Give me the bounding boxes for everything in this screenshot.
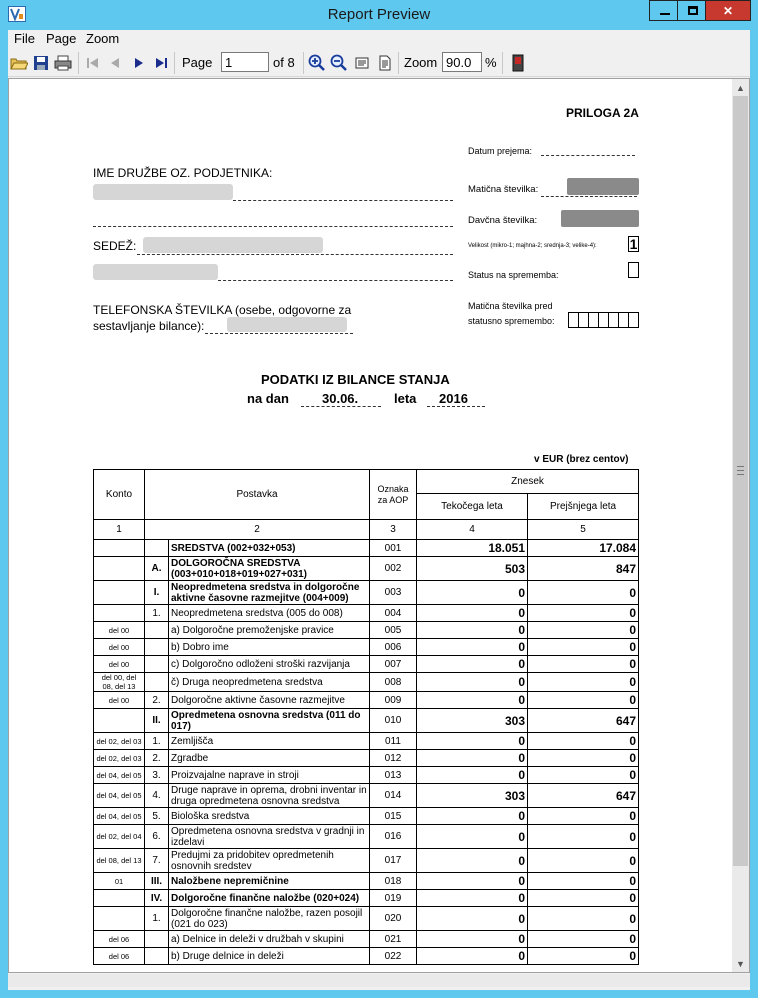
cell-mark: 2. <box>145 750 169 767</box>
date-prefix: na dan <box>247 391 289 406</box>
seat-line <box>218 280 453 281</box>
cell-aop: 014 <box>370 784 417 808</box>
phone-label-2: sestavljanje bilance): <box>93 319 205 333</box>
table-row <box>94 767 639 784</box>
cell-label: b) Dobro ime <box>169 639 370 656</box>
cell-label: č) Druga neopredmetena sredstva <box>169 673 370 692</box>
cell-aop: 018 <box>370 873 417 890</box>
table-row <box>94 825 639 849</box>
header-konto: Konto <box>94 470 145 520</box>
balance-sheet-table <box>93 469 639 965</box>
cell-label: Opredmetena osnovna sredstva v gradnji in izdelavi <box>169 825 370 849</box>
year-value: 2016 <box>439 391 468 406</box>
cell-konto: del 04, del 05 <box>94 767 145 784</box>
received-date-line <box>541 155 635 156</box>
cell-aop: 019 <box>370 890 417 907</box>
cell-konto <box>94 890 145 907</box>
menu-zoom[interactable]: Zoom <box>86 31 120 46</box>
cell-previous-year: 0 <box>528 639 639 656</box>
cell-current-year: 0 <box>417 948 528 965</box>
table-row <box>94 639 639 656</box>
cell-current-year: 0 <box>417 750 528 767</box>
phone-line <box>205 333 353 334</box>
cell-mark <box>145 948 169 965</box>
year-prefix: leta <box>394 391 417 406</box>
table-row <box>94 808 639 825</box>
cell-previous-year: 0 <box>528 873 639 890</box>
cell-konto: del 02, del 04 <box>94 825 145 849</box>
cell-aop: 003 <box>370 581 417 605</box>
cell-label: Naložbene nepremičnine <box>169 873 370 890</box>
cell-mark <box>145 540 169 557</box>
cell-mark: 7. <box>145 849 169 873</box>
cell-aop: 008 <box>370 673 417 692</box>
cell-previous-year: 0 <box>528 907 639 931</box>
cell-mark <box>145 656 169 673</box>
cell-aop: 001 <box>370 540 417 557</box>
zoom-out-icon[interactable] <box>330 54 348 72</box>
column-number: 1 <box>94 520 145 540</box>
page-label: Page <box>182 55 213 70</box>
table-row <box>94 709 639 733</box>
table-row <box>94 581 639 605</box>
cell-label: Druge naprave in oprema, drobni inventar in druga opredmetena osnovna sredstva <box>169 784 370 808</box>
cell-mark <box>145 622 169 639</box>
phone-number-redacted <box>227 317 347 332</box>
seat-city-redacted <box>93 264 218 280</box>
toolbar <box>8 49 750 77</box>
cell-aop: 007 <box>370 656 417 673</box>
cell-previous-year: 0 <box>528 931 639 948</box>
report-page <box>9 79 731 973</box>
close-button[interactable] <box>705 0 751 21</box>
cell-current-year: 18.051 <box>417 540 528 557</box>
table-row <box>94 673 639 692</box>
cell-label: Proizvajalne naprave in stroji <box>169 767 370 784</box>
cell-current-year: 503 <box>417 557 528 581</box>
cell-previous-year: 0 <box>528 622 639 639</box>
cell-aop: 009 <box>370 692 417 709</box>
reg-before-label-2: statusno spremembo: <box>468 316 555 326</box>
cell-current-year: 0 <box>417 808 528 825</box>
cell-label: SREDSTVA (002+032+053) <box>169 540 370 557</box>
cell-aop: 017 <box>370 849 417 873</box>
toolbar-separator <box>303 52 304 74</box>
close-icon: ✕ <box>722 3 734 18</box>
currency-note: v EUR (brez centov) <box>534 454 629 465</box>
print-icon[interactable] <box>54 54 72 72</box>
toolbar-separator <box>174 52 175 74</box>
cell-aop: 010 <box>370 709 417 733</box>
cell-current-year: 0 <box>417 733 528 750</box>
cell-label: b) Druge delnice in deleži <box>169 948 370 965</box>
column-number: 4 <box>417 520 528 540</box>
cell-aop: 012 <box>370 750 417 767</box>
scroll-down-icon[interactable]: ▼ <box>736 958 745 969</box>
cell-aop: 021 <box>370 931 417 948</box>
client-area <box>8 30 750 990</box>
cell-current-year: 0 <box>417 890 528 907</box>
cell-previous-year: 0 <box>528 767 639 784</box>
cell-aop: 015 <box>370 808 417 825</box>
zoom-unit: % <box>485 55 497 70</box>
cell-aop: 002 <box>370 557 417 581</box>
window-title: Report Preview <box>327 6 431 23</box>
cell-mark: 1. <box>145 605 169 622</box>
year-line <box>427 406 485 407</box>
cell-mark: 5. <box>145 808 169 825</box>
table-row <box>94 948 639 965</box>
cell-current-year: 0 <box>417 639 528 656</box>
cell-label: Neopredmetena sredstva (005 do 008) <box>169 605 370 622</box>
table-row <box>94 750 639 767</box>
table-row <box>94 890 639 907</box>
cell-current-year: 0 <box>417 605 528 622</box>
previous-page-icon[interactable] <box>106 54 124 72</box>
cell-label: Dolgoročne finančne naložbe (020+024) <box>169 890 370 907</box>
cell-mark: 3. <box>145 767 169 784</box>
cell-mark: A. <box>145 557 169 581</box>
cell-konto: del 08, del 13 <box>94 849 145 873</box>
report-viewport[interactable] <box>8 78 750 973</box>
table-row <box>94 557 639 581</box>
cell-konto: 01 <box>94 873 145 890</box>
date-line <box>301 406 381 407</box>
cell-current-year: 0 <box>417 767 528 784</box>
cell-previous-year: 0 <box>528 948 639 965</box>
cell-previous-year: 647 <box>528 784 639 808</box>
cell-previous-year: 647 <box>528 709 639 733</box>
reg-before-label-1: Matična številka pred <box>468 301 553 311</box>
whole-page-icon[interactable] <box>376 54 394 72</box>
cell-mark: I. <box>145 581 169 605</box>
toolbar-separator <box>398 52 399 74</box>
cell-konto: del 06 <box>94 931 145 948</box>
page-number-input[interactable] <box>221 52 269 72</box>
cell-mark: 1. <box>145 907 169 931</box>
scrollbar-thumb[interactable] <box>733 96 748 866</box>
cell-konto <box>94 540 145 557</box>
tax-number-redacted <box>561 210 639 227</box>
cell-mark: IV. <box>145 890 169 907</box>
cell-aop: 016 <box>370 825 417 849</box>
table-row <box>94 931 639 948</box>
page-count: of 8 <box>273 55 295 70</box>
cell-current-year: 0 <box>417 692 528 709</box>
cell-current-year: 303 <box>417 784 528 808</box>
company-name-redacted <box>93 184 233 200</box>
cell-label: Dolgoročne finančne naložbe, razen posojil (021 do 023) <box>169 907 370 931</box>
cell-konto <box>94 709 145 733</box>
cell-current-year: 0 <box>417 622 528 639</box>
first-page-icon[interactable] <box>84 54 102 72</box>
table-row <box>94 605 639 622</box>
cell-label: a) Dolgoročne premoženjske pravice <box>169 622 370 639</box>
header-postavka: Postavka <box>145 470 370 520</box>
cell-mark: 6. <box>145 825 169 849</box>
zoom-in-icon[interactable] <box>308 54 326 72</box>
cell-konto: del 00 <box>94 622 145 639</box>
cell-previous-year: 0 <box>528 581 639 605</box>
cell-aop: 022 <box>370 948 417 965</box>
cell-mark: II. <box>145 709 169 733</box>
cell-konto <box>94 907 145 931</box>
cell-mark: 1. <box>145 733 169 750</box>
cell-current-year: 0 <box>417 849 528 873</box>
menu-page[interactable]: Page <box>46 31 77 46</box>
cell-current-year: 0 <box>417 907 528 931</box>
cell-konto <box>94 557 145 581</box>
cell-previous-year: 0 <box>528 808 639 825</box>
table-row <box>94 622 639 639</box>
cell-previous-year: 0 <box>528 825 639 849</box>
cell-mark: III. <box>145 873 169 890</box>
column-number: 2 <box>145 520 370 540</box>
page-width-icon[interactable] <box>354 54 372 72</box>
seat-label: SEDEŽ: <box>93 239 137 253</box>
cell-label: a) Delnice in deleži v družbah v skupini <box>169 931 370 948</box>
cell-mark <box>145 673 169 692</box>
minimize-icon <box>660 13 670 15</box>
cell-previous-year: 0 <box>528 692 639 709</box>
table-row <box>94 540 639 557</box>
column-number: 5 <box>528 520 639 540</box>
toolbar-separator <box>502 52 503 74</box>
report-title: PODATKI IZ BILANCE STANJA <box>261 372 450 387</box>
cell-previous-year: 0 <box>528 673 639 692</box>
cell-previous-year: 0 <box>528 605 639 622</box>
cell-aop: 005 <box>370 622 417 639</box>
cell-previous-year: 0 <box>528 733 639 750</box>
size-box: 1 <box>629 236 638 252</box>
table-row <box>94 656 639 673</box>
cell-current-year: 0 <box>417 931 528 948</box>
vertical-scrollbar[interactable] <box>732 79 749 972</box>
cell-aop: 013 <box>370 767 417 784</box>
cell-previous-year: 0 <box>528 890 639 907</box>
cell-previous-year: 17.084 <box>528 540 639 557</box>
maximize-icon <box>688 6 698 15</box>
cell-previous-year: 0 <box>528 849 639 873</box>
save-icon[interactable] <box>32 54 50 72</box>
cell-konto: del 00, del 08, del 13 <box>94 673 145 692</box>
received-date-label: Datum prejema: <box>468 146 533 156</box>
table-row <box>94 733 639 750</box>
reg-number-redacted <box>567 178 639 195</box>
cell-label: Zemljišča <box>169 733 370 750</box>
cell-previous-year: 0 <box>528 750 639 767</box>
cell-previous-year: 0 <box>528 656 639 673</box>
cell-konto: del 00 <box>94 656 145 673</box>
cell-konto: del 02, del 03 <box>94 750 145 767</box>
table-row <box>94 784 639 808</box>
cell-aop: 011 <box>370 733 417 750</box>
header-prejsnje: Prejšnjega leta <box>528 494 639 520</box>
menu-bar <box>8 30 750 48</box>
seat-address-redacted <box>143 237 323 253</box>
header-oznaka: Oznaka za AOP <box>370 470 417 520</box>
cell-mark <box>145 639 169 656</box>
cell-label: Biološka sredstva <box>169 808 370 825</box>
table-row <box>94 907 639 931</box>
cell-current-year: 303 <box>417 709 528 733</box>
reg-number-line <box>541 196 637 197</box>
zoom-input[interactable] <box>442 52 482 72</box>
cell-previous-year: 847 <box>528 557 639 581</box>
reg-number-label: Matična številka: <box>468 184 539 195</box>
company-line <box>233 200 453 201</box>
company-label: IME DRUŽBE OZ. PODJETNIKA: <box>93 166 273 180</box>
table-row <box>94 692 639 709</box>
cell-aop: 020 <box>370 907 417 931</box>
exit-icon[interactable] <box>509 54 527 72</box>
cell-label: Dolgoročne aktivne časovne razmejitve <box>169 692 370 709</box>
title-bar[interactable] <box>0 0 758 30</box>
cell-mark: 4. <box>145 784 169 808</box>
cell-label: Predujmi za pridobitev opredmetenih osnovnih sredstev <box>169 849 370 873</box>
cell-current-year: 0 <box>417 581 528 605</box>
reg-before-boxes <box>568 312 639 328</box>
cell-current-year: 0 <box>417 825 528 849</box>
cell-current-year: 0 <box>417 673 528 692</box>
company-line <box>93 226 453 227</box>
cell-label: Opredmetena osnovna sredstva (011 do 017) <box>169 709 370 733</box>
cell-mark: 2. <box>145 692 169 709</box>
cell-aop: 004 <box>370 605 417 622</box>
phone-label-1: TELEFONSKA ŠTEVILKA (osebe, odgovorne za <box>93 303 352 317</box>
header-znesek: Znesek <box>417 470 639 494</box>
cell-label: c) Dolgoročno odloženi stroški razvijanja <box>169 656 370 673</box>
tax-number-label: Davčna številka: <box>468 215 538 226</box>
status-change-label: Status na sprememba: <box>468 270 559 280</box>
seat-line <box>137 254 453 255</box>
cell-label: Zgradbe <box>169 750 370 767</box>
date-value: 30.06. <box>322 391 359 406</box>
header-tekoce: Tekočega leta <box>417 494 528 520</box>
open-folder-icon[interactable] <box>10 54 28 72</box>
cell-konto: del 06 <box>94 948 145 965</box>
table-row <box>94 873 639 890</box>
cell-konto: del 04, del 05 <box>94 808 145 825</box>
cell-current-year: 0 <box>417 873 528 890</box>
cell-aop: 006 <box>370 639 417 656</box>
cell-konto: del 02, del 03 <box>94 733 145 750</box>
next-page-icon[interactable] <box>130 54 148 72</box>
zoom-label: Zoom <box>404 55 438 70</box>
cell-konto: del 04, del 05 <box>94 784 145 808</box>
scroll-grip-icon <box>737 466 744 475</box>
status-change-box <box>628 262 639 278</box>
cell-label: DOLGOROČNA SREDSTVA (003+010+018+019+027+031) <box>169 557 370 581</box>
cell-konto <box>94 605 145 622</box>
cell-mark <box>145 931 169 948</box>
menu-file[interactable]: File <box>14 31 35 46</box>
cell-konto <box>94 581 145 605</box>
attachment-label: PRILOGA 2A <box>566 106 639 120</box>
status-strip <box>8 974 750 987</box>
cell-label: Neopredmetena sredstva in dolgoročne aktivne časovne razmejitve (004+009) <box>169 581 370 605</box>
last-page-icon[interactable] <box>152 54 170 72</box>
column-number: 3 <box>370 520 417 540</box>
cell-konto: del 00 <box>94 692 145 709</box>
scroll-up-icon[interactable]: ▲ <box>736 82 745 93</box>
cell-konto: del 00 <box>94 639 145 656</box>
size-label: Velikost (mikro-1; majhna-2; srednja-3; velike-4): <box>468 243 597 249</box>
toolbar-separator <box>78 52 79 74</box>
cell-current-year: 0 <box>417 656 528 673</box>
table-row <box>94 849 639 873</box>
